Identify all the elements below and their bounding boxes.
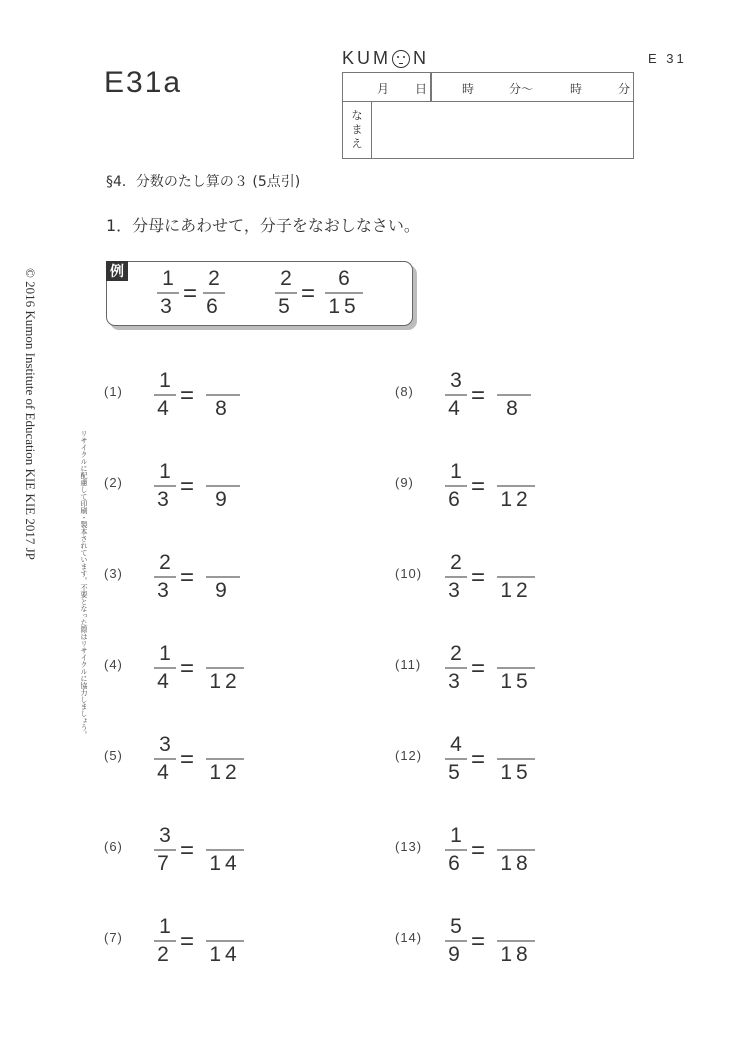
- problem-10: (10) 2 3 = 12: [395, 552, 595, 612]
- answer-fraction: 8: [497, 370, 531, 420]
- numerator-answer-field[interactable]: [206, 643, 244, 665]
- problem-13: (13) 1 6 = 18: [395, 825, 595, 885]
- answer-fraction: 9: [206, 552, 240, 602]
- problem-2: (2) 1 3 = 9: [104, 461, 304, 521]
- answer-fraction: 8: [206, 370, 240, 420]
- given-fraction: 3 4: [445, 370, 467, 420]
- end-hour-label: 時: [570, 82, 583, 96]
- date-name-box: [342, 72, 634, 159]
- equals-sign: =: [471, 473, 486, 500]
- answer-fraction: 18: [497, 825, 535, 875]
- smiley-face-icon: [392, 50, 410, 68]
- given-fraction: 4 5: [445, 734, 467, 784]
- logo-text-right: N: [413, 48, 429, 68]
- problem-4: (4) 1 4 = 12: [104, 643, 304, 703]
- example-2-left-fraction: 2 5: [275, 268, 297, 318]
- equals-sign: =: [471, 564, 486, 591]
- example-2-right-fraction: 6 15: [325, 268, 363, 318]
- equals-sign: =: [180, 655, 195, 682]
- answer-fraction: 9: [206, 461, 240, 511]
- given-fraction: 1 4: [154, 370, 176, 420]
- equals-sign: =: [471, 837, 486, 864]
- given-fraction: 5 9: [445, 916, 467, 966]
- problem-5: (5) 3 4 = 12: [104, 734, 304, 794]
- problem-11: (11) 2 3 = 15: [395, 643, 595, 703]
- given-fraction: 2 3: [445, 643, 467, 693]
- logo-text-left: KUM: [342, 48, 391, 68]
- equals-sign: =: [471, 382, 486, 409]
- numerator-answer-field[interactable]: [206, 461, 240, 483]
- example-box: [106, 261, 413, 326]
- answer-fraction: 14: [206, 825, 244, 875]
- problem-7: (7) 1 2 = 14: [104, 916, 304, 976]
- equals-sign: =: [180, 473, 195, 500]
- date-time-row: [343, 73, 633, 102]
- numerator-answer-field[interactable]: [206, 916, 244, 938]
- problem-14: (14) 5 9 = 18: [395, 916, 595, 976]
- example-1-left-fraction: 1 3: [157, 268, 179, 318]
- equals-sign: =: [471, 655, 486, 682]
- equals-sign: =: [180, 564, 195, 591]
- numerator-answer-field[interactable]: [206, 552, 240, 574]
- answer-fraction: 12: [497, 461, 535, 511]
- numerator-answer-field[interactable]: [497, 734, 535, 756]
- numerator-answer-field[interactable]: [497, 370, 531, 392]
- equals-sign: =: [183, 280, 198, 307]
- equals-sign: =: [180, 746, 195, 773]
- answer-fraction: 14: [206, 916, 244, 966]
- given-fraction: 1 6: [445, 461, 467, 511]
- numerator-answer-field[interactable]: [497, 461, 535, 483]
- equals-sign: =: [301, 280, 316, 307]
- given-fraction: 1 6: [445, 825, 467, 875]
- numerator-answer-field[interactable]: [497, 643, 535, 665]
- problem-12: (12) 4 5 = 15: [395, 734, 595, 794]
- recycle-note: リサイクルに配慮して印刷・製本されています。不要となった際はリサイクルに協力しましょう。: [80, 430, 88, 738]
- start-hour-label: 時: [462, 82, 475, 96]
- problem-3: (3) 2 3 = 9: [104, 552, 304, 612]
- given-fraction: 2 3: [445, 552, 467, 602]
- numerator-answer-field[interactable]: [497, 552, 535, 574]
- start-minute-label: 分〜: [509, 82, 534, 96]
- name-field[interactable]: [372, 102, 633, 158]
- answer-fraction: 12: [206, 643, 244, 693]
- kumon-logo: [342, 48, 429, 69]
- numerator-answer-field[interactable]: [206, 370, 240, 392]
- day-label: 日: [415, 82, 428, 96]
- copyright-text: © 2016 Kumon Institute of Education KIE KIE 2017 JP: [23, 268, 38, 560]
- equals-sign: =: [180, 928, 195, 955]
- end-minute-label: 分: [618, 82, 631, 96]
- answer-fraction: 18: [497, 916, 535, 966]
- section-title: §4．分数のたし算の３ (5点引): [106, 174, 301, 190]
- name-label: な ま え: [343, 102, 372, 158]
- page-code: E 31: [648, 51, 687, 66]
- instruction-text: 1．分母にあわせて，分子をなおしなさい。: [106, 216, 420, 235]
- given-fraction: 3 4: [154, 734, 176, 784]
- answer-fraction: 12: [497, 552, 535, 602]
- numerator-answer-field[interactable]: [206, 734, 244, 756]
- given-fraction: 3 7: [154, 825, 176, 875]
- problem-1: (1) 1 4 = 8: [104, 370, 304, 430]
- given-fraction: 1 4: [154, 643, 176, 693]
- numerator-answer-field[interactable]: [206, 825, 244, 847]
- given-fraction: 1 3: [154, 461, 176, 511]
- numerator-answer-field[interactable]: [497, 825, 535, 847]
- example-badge: 例: [106, 261, 128, 281]
- answer-fraction: 12: [206, 734, 244, 784]
- equals-sign: =: [471, 928, 486, 955]
- numerator-answer-field[interactable]: [497, 916, 535, 938]
- problem-9: (9) 1 6 = 12: [395, 461, 595, 521]
- answer-fraction: 15: [497, 734, 535, 784]
- month-label: 月: [377, 82, 390, 96]
- problem-6: (6) 3 7 = 14: [104, 825, 304, 885]
- equals-sign: =: [471, 746, 486, 773]
- equals-sign: =: [180, 382, 195, 409]
- example-1-right-fraction: 2 6: [203, 268, 225, 318]
- equals-sign: =: [180, 837, 195, 864]
- answer-fraction: 15: [497, 643, 535, 693]
- worksheet-level-code: E31a: [104, 66, 183, 99]
- given-fraction: 1 2: [154, 916, 176, 966]
- problem-8: (8) 3 4 = 8: [395, 370, 595, 430]
- date-time-divider: [430, 73, 432, 102]
- given-fraction: 2 3: [154, 552, 176, 602]
